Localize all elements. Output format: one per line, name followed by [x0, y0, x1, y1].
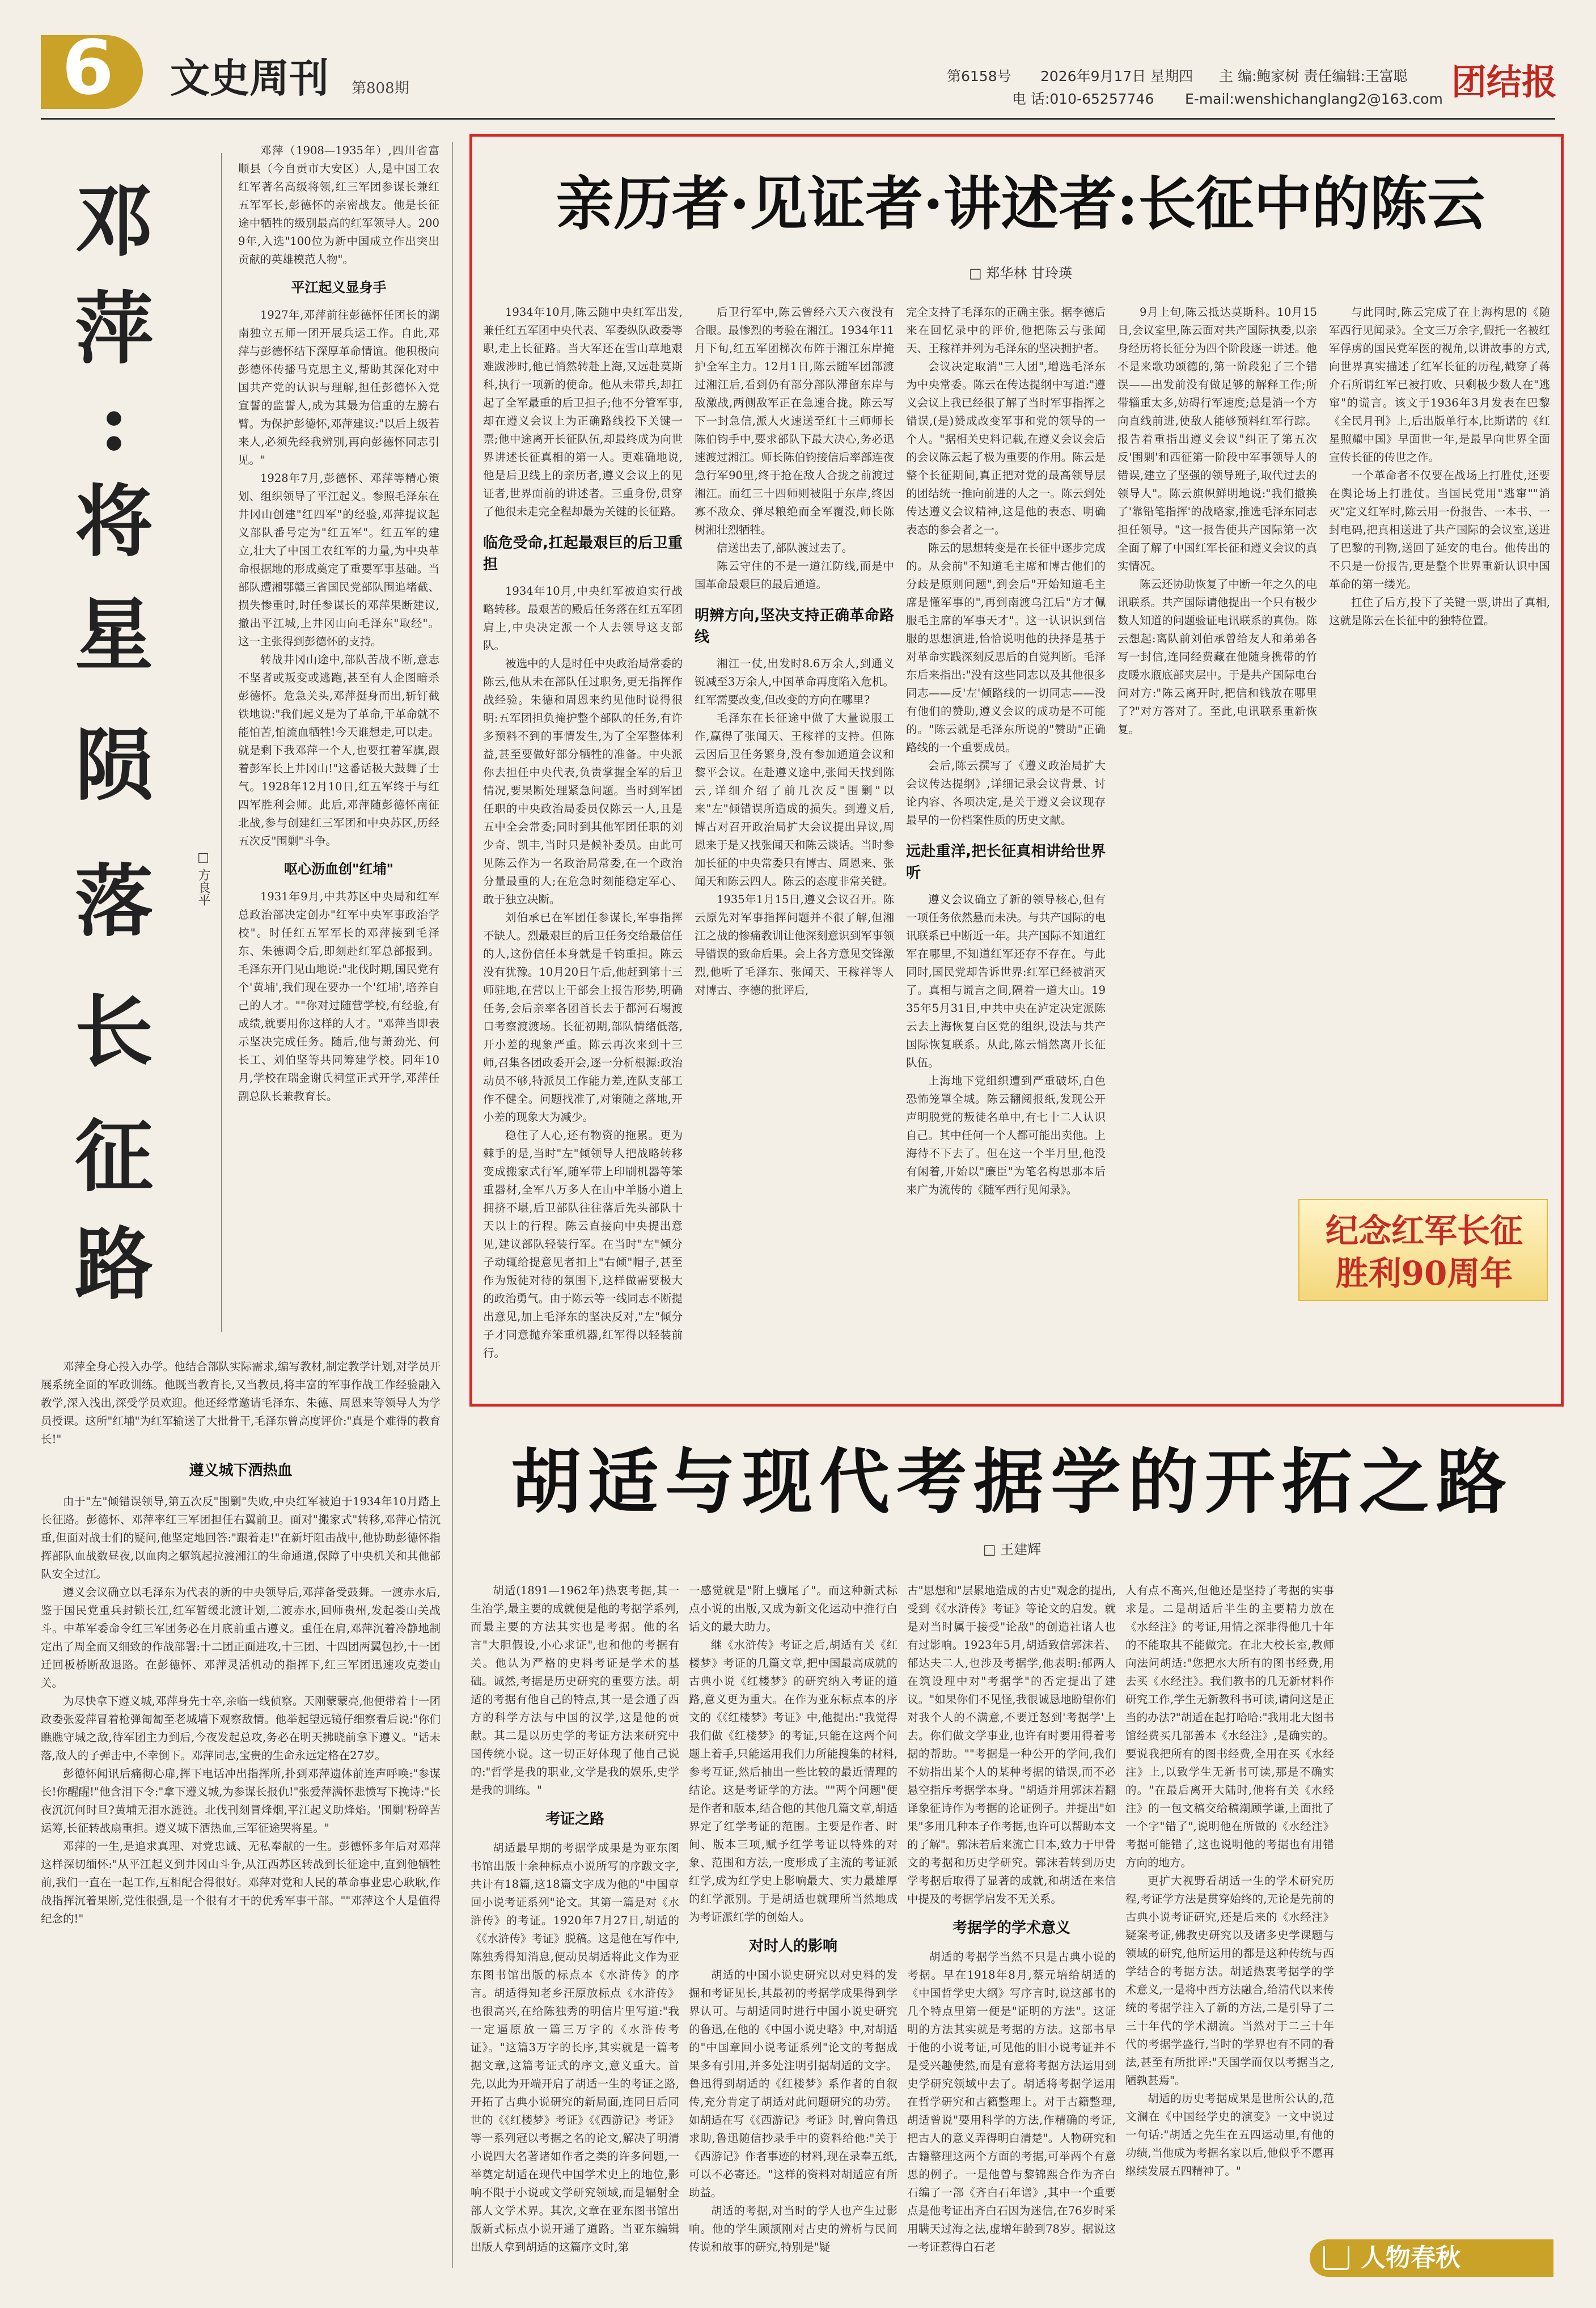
left-paragraph: 由于"左"倾错误领导,第五次反"围剿"失败,中央红军被迫于1934年10月踏上长征路。彭德怀、邓萍率红三军团担任右翼前卫。面对"搬家式"转移,邓萍心情沉重,但面对战士们的疑问,他坚定地回答:"跟着走!"在新圩阻击战中,他协助彭德怀指挥部队血战数昼夜,以血肉之躯筑起拉渡湘江的生命通道,保障了中央机关和其他部队安全过江。 [41, 1495, 441, 1581]
feature-paragraph: 会后,陈云撰写了《遵义政治局扩大会议传达提纲》,详细记录会议背景、讨论内容、各项决定,是关于遵义会议现存最早的一份档案性质的历史文献。 [906, 759, 1106, 827]
title-char-5: 星 [75, 588, 154, 681]
article2-paragraph: 胡适最早期的考据学成果是为亚东图书馆出版十余种标点小说所写的序跋文字,共计有18篇,这18篇文字成为他的"中国章回小说考证系列"论文。其第一篇是对《水浒传》的考证。1920年7月27日,胡适的《《水浒传》考证》脱稿。这是他在写作中,陈独秀得知消息,便动员胡适将此文作为亚东图书馆出版的标点本《水浒传》的序言。胡适得知老乡汪原放标点《水浒传》也很高兴,在给陈独秀的明信片里写道:"我一定逼原放一篇三万字的《水浒传考证》。"这篇3万字的长序,其实就是一篇考据文章,这篇考证式的序文,意义重大。首先,以此为开端开启了胡适一生的考证之路,开拓了古典小说研究的新局面,连同日后同世的《《红楼梦》考证》《《西游记》考证》等一系列冠以考据之名的论文,解决了明清小说四大名著诸如作者之类的许多问题,一举奠定胡适在现代中国学术史上的地位,影响不限于小说或文学研究领域,而是辐射全部人文学术界。其次,文章在亚东图书馆出版新式标点小说开通了道路。当亚东编辑出版人拿到胡适的这篇序文时,第 [471, 1841, 679, 2254]
feature-paragraph: 稳住了人心,还有物资的拖累。更为棘手的是,当时"左"倾领导人把战略转移变成搬家式行军,随军带上印刷机器等笨重器材,全军八万多人在山中羊肠小道上拥挤不堪,后卫部队往往落后先头部队十天以上的行程。陈云直接向中央提出意见,建议部队轻装行军。在当时"左"倾分子动辄给提意见者扣上"右倾"帽子,甚至作为叛徒对待的氛围下,这样做需要极大的政治勇气。由于陈云等一线同志不断提出意见,加上毛泽东的坚决反对,"左"倾分子才同意抛弃笨重机器,红军得以轻装前行。 [483, 1129, 683, 1360]
intro-paragraph: 邓萍（1908—1935年）,四川省富顺县（今自贡市大安区）人,是中国工农红军著名高级将领,红三军团参谋长兼红五军军长,彭德怀的亲密战友。他是长征途中牺牲的级别最高的红军领导人。2009年,入选"100位为新中国成立作出突出贡献的英雄模范人物"。 [238, 144, 439, 266]
left-paragraph: 1928年7月,彭德怀、邓萍等精心策划、组织领导了平江起义。参照毛泽东在井冈山创建"红四军"的经验,邓萍提议起义部队番号定为"红五军"。红五军的建立,壮大了中国工农红军的力量,为中央革命根据地的形成奠定了重要军事基础。当部队遭湘鄂赣三省国民党部队围追堵截、损失惨重时,时任参谋长的邓萍果断建议,撤出平江城,上井冈山向毛泽东"取经"。这一主张得到彭德怀的支持。 [238, 472, 439, 648]
feature-paragraph: 陈云的思想转变是在长征中逐步完成的。从会前"不知道毛主席和博古他们的分歧是原则问题",到会后"开始知道毛主席是懂军事的",再到南渡乌江后"方才佩服毛主席的军事天才"。这一认识识到信服的思想演进,恰恰说明他的抉择是基于对革命实践深刻反思后的自觉判断。毛泽东后来指出:"没有这些同志以及其他很多同志——反'左'倾路线的一切同志——没有他们的赞助,遵义会议的成功是不可能的。"陈云就是毛泽东所说的"赞助"正确路线的一个重要成员。 [906, 541, 1106, 754]
title-char-7: 落 [75, 855, 154, 947]
left-column-divider [452, 142, 453, 2268]
feature-paragraph: 一个革命者不仅要在战场上打胜仗,还要在舆论场上打胜仗。当国民党用"逃窜""消灭"定义红军时,陈云用一份报告、一本书、一封电码,把真相送进了共产国际的会议室,送进了巴黎的刊物,送回了延安的电台。他传出的不只是一份报告,更是整个世界重新认识中国革命的第一缕光。 [1329, 469, 1550, 591]
feature-col-1 [483, 303, 683, 1375]
title-char-9: 征 [75, 1110, 154, 1202]
feature-paragraph: 后卫行军中,陈云曾经六天六夜没有合眼。最惨烈的考验在湘江。1934年11月下旬,红五军团梯次布阵于湘江东岸掩护全军主力。12月1日,陈云随军团部渡过湘江后,看到仍有部分部队滞留东岸与敌激战,两侧敌军正在急速合拢。陈云写下一封急信,派人火速送至红十三师师长陈伯钧手中,要求部队下最大决心,务必迅速渡过湘江。师长陈伯钧接信后率部连夜急行军90里,终于抢在敌人合拢之前渡过湘江。而红三十四师则被阻于东岸,终因寡不敌众、弹尽粮绝而全军覆没,师长陈树湘壮烈牺牲。 [695, 306, 894, 536]
feature-subhead-2: 明辨方向,坚决支持正确革命路线 [695, 607, 894, 646]
feature-paragraph: 1934年10月,陈云随中央红军出发,兼任红五军团中央代表、军委纵队政委等职,走上长征路。当大军还在雪山草地艰难跋涉时,他已悄然转赴上海,又远赴莫斯科,执行一项新的使命。他从未带兵,却扛起了全军最重的后卫担子;他不分管军事,却在遵义会议上为正确路线投下关键一票;他中途离开长征队伍,却最终成为向世界讲述长征真相的第一人。更难确地说,他是后卫线上的亲历者,遵义会议上的见证者,世界面前的讲述者。三重身份,贯穿了他很未走完全程却最为关键的长征路。 [483, 306, 683, 518]
feature-byline: □ 郑华林 甘玲瑛 [969, 265, 1072, 281]
section-title: 文史周刊 [170, 54, 329, 101]
left-subhead-2: 呕心沥血创"红埔" [283, 861, 393, 877]
article2-col-3 [907, 1582, 1116, 2268]
article2-paragraph: 一感觉就是"附上骥尾了"。而这种新式标点小说的出版,又成为新文化运动中推行白话文的最大助力。 [689, 1584, 898, 1633]
issue-number: 第808期 [352, 80, 409, 97]
title-char-3: : [99, 376, 129, 468]
feature-paragraph: 1934年10月,中央红军被迫实行战略转移。最艰苦的殿后任务落在红五军团肩上,中央决定派一个人去领导这支部队。 [483, 585, 683, 652]
article2-subhead-1: 考证之路 [545, 1811, 604, 1828]
left-paragraph: 1927年,邓萍前往彭德怀任团长的湖南独立五师一团开展兵运工作。自此,邓萍与彭德怀结下深厚革命情谊。他积极向彭德怀传播马克思主义,帮助其深化对中国共产党的认识与理解,担任彭德怀入党宣誓的监誓人,成为其最为信重的左膀右臂。为保护彭德怀,邓萍建议:"以后上级若来人,必须先经我辨别,再向彭德怀同志引见。" [238, 308, 439, 467]
title-char-10: 路 [75, 1218, 154, 1310]
feature-paragraph: 湘江一仗,出发时8.6万余人,到通义锐减至3万余人,中国革命再度陷入危机。红军需要改变,但改变的方向在哪里? [695, 657, 894, 706]
left-paragraph: 为尽快拿下遵义城,邓萍身先士卒,亲临一线侦察。天刚蒙蒙亮,他便带着十一团政委张爱萍冒着枪弹匍匐至老城墙下观察敌情。他举起望远镜仔细察看后说:"你们瞧瞧守城之敌,待军团主力到后,今夜发起总攻,务必在明天拂晓前拿下遵义。"话未落,敌人的子弹击中,不幸倒下。邓萍同志,宝贵的生命永远定格在27岁。 [41, 1695, 441, 1762]
left-paragraph: 1931年9月,中共苏区中央局和红军总政治部决定创办"红军中央军事政治学校"。时任红五军军长的邓萍接到毛泽东、朱德调令后,即刻赴红军总部报到。毛泽东开门见山地说:"北伐时期,国民党有个'黄埔',我们现在要办一个'红埔',培养自己的人才。""你对过随营学校,有经验,有成绩,就要用你这样的人才。"邓萍当即表示坚决完成任务。随后,他与萧劲光、何长工、刘伯坚等共同筹建学校。同年10月,学校在瑞金谢氏祠堂正式开学,邓萍任副总队长兼教育长。 [238, 890, 439, 1103]
article2-paragraph: 胡适的中国小说史研究以对史料的发掘和考证见长,其最初的考据学成果得到学界认可。与胡适同时进行中国小说史研究的鲁迅,在他的《中国小说史略》中,对胡适的"中国章回小说考证系列"论文的考据成果多有引用,并多处注明引据胡适的文字。鲁迅得到胡适的《红楼梦》系作者的自叙传,充分肯定了胡适对此问题研究的功劳。如胡适在写《《西游记》考证》时,曾向鲁迅求助,鲁迅随信抄录手中的资料给他:"关于《西游记》作者事迹的材料,现在录奉五纸,可以不必寄还。"这样的资料对胡适应有所助益。 [689, 1968, 898, 2199]
badge-line-2: 胜利90周年 [1335, 1254, 1513, 1293]
title-char-1: 邓 [75, 175, 154, 267]
editor-line: 主 编:鲍家树 责任编辑:王富聪 [1219, 68, 1408, 84]
feature-paragraph: 与此同时,陈云完成了在上海构思的《随军西行见闻录》。全文三万余字,假托一名被红军俘虏的国民党军医的视角,以讲故事的方式,向世界真实描述了红军长征的历程,戳穿了蒋介石所谓红军已被打败、只剩极少数人在"逃窜"的谎言。该文于1936年3月发表在巴黎《全民月刊》上,后出版单行本,比斯诺的《红星照耀中国》早面世一年,是最早向世界全面宣传长征的传世之作。 [1329, 306, 1550, 464]
paper-number: 第6158号 [947, 68, 1011, 84]
left-paragraph: 转战井冈山途中,部队苦战不断,意志不坚者或叛变或逃跑,甚至有人企图暗杀彭德怀。危急关头,邓萍挺身而出,斩钉截铁地说:"我们起义是为了革命,干革命就不能怕苦,怕流血牺牲!今天谁想走,可以走。就是剩下我邓萍一个人,也要扛着军旗,跟着彭军长上井冈山!"这番话极大鼓舞了士气。1928年12月10日,红五军终于与红四军胜利会师。此后,邓萍随彭德怀南征北战,参与创建红三军团和中央苏区,历经五次反"围剿"斗争。 [238, 653, 439, 848]
feature-subhead-1: 临危受命,扛起最艰巨的后卫重担 [483, 535, 683, 573]
feature-col-4 [1117, 303, 1317, 1375]
left-title-block [41, 153, 217, 1310]
feature-paragraph: 9月上旬,陈云抵达莫斯科。10月15日,会议室里,陈云面对共产国际执委,以亲身经历将长征分为四个阶段逐一讲述。他不是来歌功颂德的,第一阶段犯了三个错误——出发前没有做足够的解释工作;所带辎重太多,妨碍行军速度;总是消一个方向直线前进,使敌人能够预料红军行踪。报告着重指出遵义会议"纠正了第五次反'围剿'和西征第一阶段中军事领导人的错误,建立了坚强的领导班子,取代过去的领导人"。陈云旗帜鲜明地说:"我们撤换了'靠铅笔指挥'的战略家,推选毛泽东同志担任领导。"这一报告使共产国际第一次全面了解了中国红军长征和遵义会议的真实情况。 [1117, 306, 1317, 573]
left-paragraph: 邓萍的一生,是追求真理、对党忠诚、无私奉献的一生。彭德怀多年后对邓萍这样深切缅怀:"从平江起义到井冈山斗争,从江西苏区转战到长征途中,直到他牺牲前,我们一直在一起工作,互相配合得很好。邓萍对党和人民的革命事业忠心耿耿,作战指挥沉着果断,党性很强,是一个很有才干的优秀军事干部。""邓萍这个人是值得纪念的!" [41, 1840, 441, 1925]
column-tag [1310, 2239, 1553, 2277]
paper-name-logo: 团结报 [1451, 61, 1557, 103]
feature-paragraph: 遵义会议确立了新的领导核心,但有一项任务依然悬而未决。与共产国际的电讯联系已中断近一年。共产国际不知道红军在哪里,不知道红军还存不存在。与此同时,国民党却告诉世界:红军已经被消灭了。真相与谎言之间,隔着一道大山。1935年5月31日,中共中央在泸定决定派陈云去上海恢复白区党的组织,设法与共产国际恢复联系。从此,陈云悄然离开长征队伍。 [906, 893, 1106, 1069]
feature-paragraph: 会议决定取消"三人团",增选毛泽东为中央常委。陈云在传达提纲中写道:"遵义会议上我已经很了解了当时军事指挥之错误,(是)赞成改变军事和党的领导的一个人。"据相关史料记载,在遵义会议会后的会议陈云起了极为重要的作用。陈云是整个长征期间,真正把对党的最高领导层的团结统一推向前进的人之一。陈云到处传达遵义会议精神,这是他的表态、明确表态的参会者之一。 [906, 360, 1106, 536]
left-subhead-3: 遵义城下洒热血 [189, 1462, 293, 1479]
column-tag-label: 人物春秋 [1361, 2243, 1460, 2272]
author-byline: □ 方良平 [196, 850, 210, 906]
feature-col-5 [1329, 303, 1550, 1199]
feature-paragraph: 毛泽东在长征途中做了大量说服工作,赢得了张闻天、王稼祥的支持。但陈云因后卫任务繁身,没有参加通道会议和黎平会议。在赴遵义途中,张闻天找到陈云,详细介绍了前几次反"围剿"以来"左"倾错误所造成的损失。到遵义后,博古对召开政治局扩大会议提出异议,周恩来于是又找张闻天和陈云谈话。当时参加长征的中央常委只有博古、周恩来、张闻天和陈云四人。陈云的态度非常关键。 [695, 712, 894, 888]
article2-paragraph: 继《水浒传》考证之后,胡适有关《红楼梦》考证的几篇文章,把中国最高成就的古典小说《红楼梦》的研究纳入考证的道路,意义更为重大。在作为亚东标点本的序文的《《红楼梦》考证》中,他提出:"我觉得我们做《红楼梦》的考证,只能在这两个问题上着手,只能运用我们力所能搜集的材料,参考互证,然后抽出一些比较的最近情理的结论。这是考证学的方法。""两个问题"便是作者和版本,结合他的其他几篇文章,胡适界定了红学考证的范围。主要是作者、时间、版本三项,赋予红学考证以特殊的对象、范围和方法,一度形成了主流的考证派红学,成为红学史上影响最大、实力最雄厚的红学派别。于是胡适也就理所当然地成为考证派红学的创始人。 [689, 1638, 898, 1924]
title-char-4: 将 [75, 475, 154, 568]
left-column-text-upper [238, 142, 439, 1355]
badge-line-1: 纪念红军长征 [1325, 1212, 1523, 1250]
article2-subhead-3: 考据学的学术意义 [952, 1920, 1070, 1937]
article2-col-4 [1125, 1582, 1334, 2268]
left-paragraph: 彭德怀闻讯后痛彻心扉,挥下电话冲出指挥所,扑到邓萍遗体前连声呼唤:"参谋长!你醒醒!"他含泪下令:"拿下遵义城,为参谋长报仇!"张爱萍满怀悲愤写下挽诗:"长夜沉沉何时旦?黄埔无泪水涟涟。北伐刊刻冒烽烟,平江起义助烽焰。'围剿'粉碎苦运筹,长征转战扇重担。遵义城下洒热血,三军征途哭将星。" [41, 1767, 441, 1835]
masthead-rule [41, 118, 1555, 120]
article2-col-1 [471, 1582, 679, 2268]
feature-paragraph: 1935年1月15日,遵义会议召开。陈云原先对军事指挥问题并不很了解,但湘江之战的惨痛教训让他深刻意识到军事领导错误的致命后果。会上各方意见交锋激烈,他听了毛泽东、张闻天、王稼祥等人对博古、李德的批评后, [695, 893, 894, 997]
masthead [0, 0, 1596, 119]
feature-paragraph: 陈云守住的不是一道江防线,而是中国革命最艰巨的最后通道。 [695, 560, 894, 591]
left-paragraph: 邓萍全身心投入办学。他结合部队实际需求,编写教材,制定教学计划,对学员开展系统全面的军政训练。他既当教育长,又当教员,将丰富的军事作战工作经验融入教学,深入浅出,深受学员欢迎。他还经常邀请毛泽东、朱德、周恩来等领导人为学员授课。这所"红埔"为红军输送了大批骨干,毛泽东曾高度评价:"真是个难得的教育长!" [41, 1360, 441, 1446]
feature-paragraph: 上海地下党组织遭到严重破坏,白色恐怖笼罩全城。陈云翻阅报纸,发现公开声明脱党的叛徒名单中,有七十二人认识自己。其中任何一个人都可能出卖他。上海待不下去了。但在这一个半月里,他没有闲着,开始以"廉臣"为笔名构思那本后来广为流传的《随军西行见闻录》。 [906, 1074, 1106, 1196]
left-title-divider [221, 153, 222, 1332]
title-char-6: 陨 [75, 719, 154, 811]
article2-byline: □ 王建辉 [983, 1542, 1042, 1557]
article2-title: 胡适与现代考据学的开拓之路 [510, 1441, 1513, 1523]
issue-date: 2026年9月17日 星期四 [1040, 68, 1193, 84]
article2-paragraph: 古"思想和"层累地造成的古史"观念的提出,受到《《水浒传》考证》等论文的启发。就是对当时属于接受"论敌"的创造社诸人也有过影响。1923年5月,胡适致信郭沫若、郁达夫二人,也涉及考据学,他表明:郁两人在筑设理中对"考据学"的否定提出了建议。"如果你们不见怪,我很诚恳地盼望你们对我个人的不满意,不要迁怒到'考据学'上去。你们做文学事业,也许有时要用得着考据的帮助。""考据是一种公开的学问,我们不妨指出某个人的某种考据的错误,而不必悬空指斥考据学本身。"胡适并用郭沫若翻译象征诗作为考据的论证例子。并提出"如果"多用几种本子作考据,也许可以帮助本文的了解"。郭沫若后来流亡日本,致力于甲骨文的考据和历史学研究。郭沫若转到历史学考据后取得了显著的成就,和胡适在来信中提及的考据学启发不无关系。 [907, 1584, 1116, 1905]
feature-col-2 [695, 303, 894, 1375]
left-paragraph: 遵义会议确立以毛泽东为代表的新的中央领导后,邓萍备受鼓舞。一渡赤水后,鉴于国民党重兵封锁长江,红军暂缓北渡计划,二渡赤水,回师贵州,发起娄山关战斗。中革军委命令红三军团务必在月底前重占遵义。重任在肩,邓萍沉着冷静地制定出了周全而又细致的作战部署:十二团正面进攻,十三团、十四团两翼包抄,十一团迁回板桥断敌退路。在彭德怀、邓萍灵活机动的指挥下,红三军团迅速攻克娄山关。 [41, 1586, 441, 1689]
title-char-8: 长 [75, 985, 154, 1078]
feature-paragraph: 陈云还协助恢复了中断一年之久的电讯联系。共产国际请他提出一个只有极少数人知道的问题验证电讯联系的真伪。陈云想起:离队前刘伯承曾给友人和弟弟各写一封信,连同经费藏在他随身携带的竹皮暖水瓶底部夹层中。于是共产国际电台问对方:"陈云离开时,把信和钱放在哪里了?"对方答对了。至此,电讯联系重新恢复。 [1117, 578, 1317, 736]
feature-paragraph: 信送出去了,部队渡过去了。 [717, 541, 853, 554]
article2-paragraph: 胡适(1891—1962年)热衷考据,其一生治学,最主要的成就便是他的考据学系列,而最主要的方法其实也是考据。他的名言"大胆假设,小心求证",也和他的考据有关。他认为严格的史料考证是学术的基础。诚然,考据是历史研究的重要方法。胡适的考据有他自己的特点,其一是会通了西方的科学方法与中国的汉学,这是他的贡献。其二是以历史学的考证方法来研究中国传统小说。这一切正好体现了他自己说的:"哲学是我的职业,文学是我的娱乐,史学是我的训练。" [471, 1584, 679, 1797]
article2-subhead-2: 对时人的影响 [748, 1938, 837, 1955]
feature-col-3 [906, 303, 1106, 1375]
feature-paragraph: 被选中的人是时任中央政治局常委的陈云,他从未在部队任过职务,更无指挥作战经验。朱德和周恩来约见他时说得很明:五军团担负掩护整个部队的任务,有许多预料不到的事情发生,为了全军整体利益,甚至要做好部分牺牲的准备。中央派你去担任中央代表,负责掌握全军的后卫情况,要果断处理紧急问题。当时到军团任职的中央政治局委员仅陈云一人,且是五中全会常委;同时到其他军团任职的刘少奇、凯丰,当时只是候补委员。由此可见陈云作为一名政治局常委,在一个政治分量最重的人;在危急时刻能稳定军心、敢于独立决断。 [483, 657, 683, 906]
left-column-text-lower [41, 1358, 441, 2265]
article2-paragraph: 胡适的历史考据成果是世所公认的,范文澜在《中国经学史的演变》一文中说过一句话:"胡适之先生在五四运动里,有他的功绩,当他成为考据名家以后,他似乎不愿再继续发展五四精神了。" [1125, 2092, 1334, 2178]
left-subhead-1: 平江起义显身手 [291, 279, 387, 295]
feature-title: 亲历者·见证者·讲述者:长征中的陈云 [556, 170, 1485, 238]
feature-paragraph: 完全支持了毛泽东的正确主张。据李德后来在回忆录中的评价,他把陈云与张闻天、王稼祥并列为毛泽东的坚决拥护者。 [906, 306, 1106, 355]
feature-subhead-3: 远赴重洋,把长征真相讲给世界听 [906, 843, 1106, 882]
title-char-2: 萍 [75, 282, 154, 375]
email-line: E-mail:wenshichanglang2@163.com [1185, 91, 1443, 107]
article2-paragraph: 胡适的考据,对当时的学人也产生过影响。他的学生顾颉刚对古史的辨析与民间传说和故事的研究,特别是"疑 [689, 2204, 898, 2254]
phone-line: 电 话:010-65257746 [1012, 91, 1154, 107]
feature-paragraph: 扛住了后方,投下了关键一票,讲出了真相,这就是陈云在长征中的独特位置。 [1329, 596, 1550, 627]
article2-col-2 [689, 1582, 898, 2268]
article2-paragraph: 更扩大视野看胡适一生的学术研究历程,考证学方法是贯穿始终的,无论是先前的古典小说考证研究,还是后来的《水经注》疑案考证,佛教史研究以及诸多史学课题与领域的研究,他所运用的都是这种传统与西学结合的考据方法。胡适热衷考据学的学术意义,一是将中西方法融合,给清代以来传统的考据学注入了新的方法,二是引导了二三十年代的学术潮流。当然对于二三十年代的考据学盛行,当时的学界也有不同的看法,甚至有所批评:"天国学而仅以考据当之,陋孰甚焉"。 [1125, 1874, 1334, 2087]
book-icon [1323, 2246, 1349, 2270]
article2-paragraph: 人有点不高兴,但他还是坚持了考据的实事求是。二是胡适后半生的主要精力放在《水经注》的考证,用情之深非得他几十年的不能取其不能做完。在北大校长室,教师向法问胡适:"您把水大所有的图书经费,用去买《水经注》。我们教书的几无新材料作研究工作,学生无新教科书可读,请问这是正当的办法?"胡适在起打哈哈:"我用北大图书馆经费买几部善本《水经注》,是确实的。要说我把所有的图书经费,全用在买《水经注》上,以致学生无新书可读,那是不确实的。"在最后离开大陆时,他将有关《水经注》的一包文稿交给稿潮顾学谦,上面批了一个字"错了",说明他在所做的《水经注》考据可能错了,这也说明他的考据也有用错方向的地方。 [1125, 1584, 1334, 1869]
anniversary-badge [1298, 1199, 1548, 1301]
article2-paragraph: 胡适的考据学当然不只是古典小说的考据。早在1918年8月,蔡元培给胡适的《中国哲学史大纲》写序言时,说这部书的几个特点里第一便是"证明的方法"。这证明的方法其实就是考据的方法。这部书早于他的小说考证,可见他的旧小说考证并不是受兴趣使然,而是有意将考据方法运用到史学研究领域中去了。胡适将考据学运用在哲学研究和古籍整理上。对于古籍整理,胡适曾说"要用科学的方法,作精确的考证,把古人的意义弄得明白清楚"。人物研究和古籍整理这两个方面的考据,可举两个有意思的例子。一是他曾与黎锦熙合作为齐白石编了一部《齐白石年谱》,其中一个重要点是他考证出齐白石因为迷信,在76岁时采用瞒天过海之法,虚增年龄到78岁。据说这一考证惹得白石老 [907, 1950, 1116, 2254]
page-number: 6 [62, 24, 114, 112]
feature-paragraph: 刘伯承已在军团任参谋长,军事指挥不缺人。烈最艰巨的后卫任务交给最信任的人,这份信任本身就是千钧重担。陈云没有犹豫。10月20日午后,他赶到第十三师驻地,在营以上干部会上报告形势,明确任务,会后亲率各团首长去于都河石埸渡口考察渡渡场。长征初期,部队情绪低落,开小差的现象严重。陈云再次来到十三师,召集各团政委开会,逐一分析根源:政治动员不够,特派员工作能力差,连队支部工作不健全。问题找准了,对策随之落地,开小差的现象大为减少。 [483, 911, 683, 1124]
